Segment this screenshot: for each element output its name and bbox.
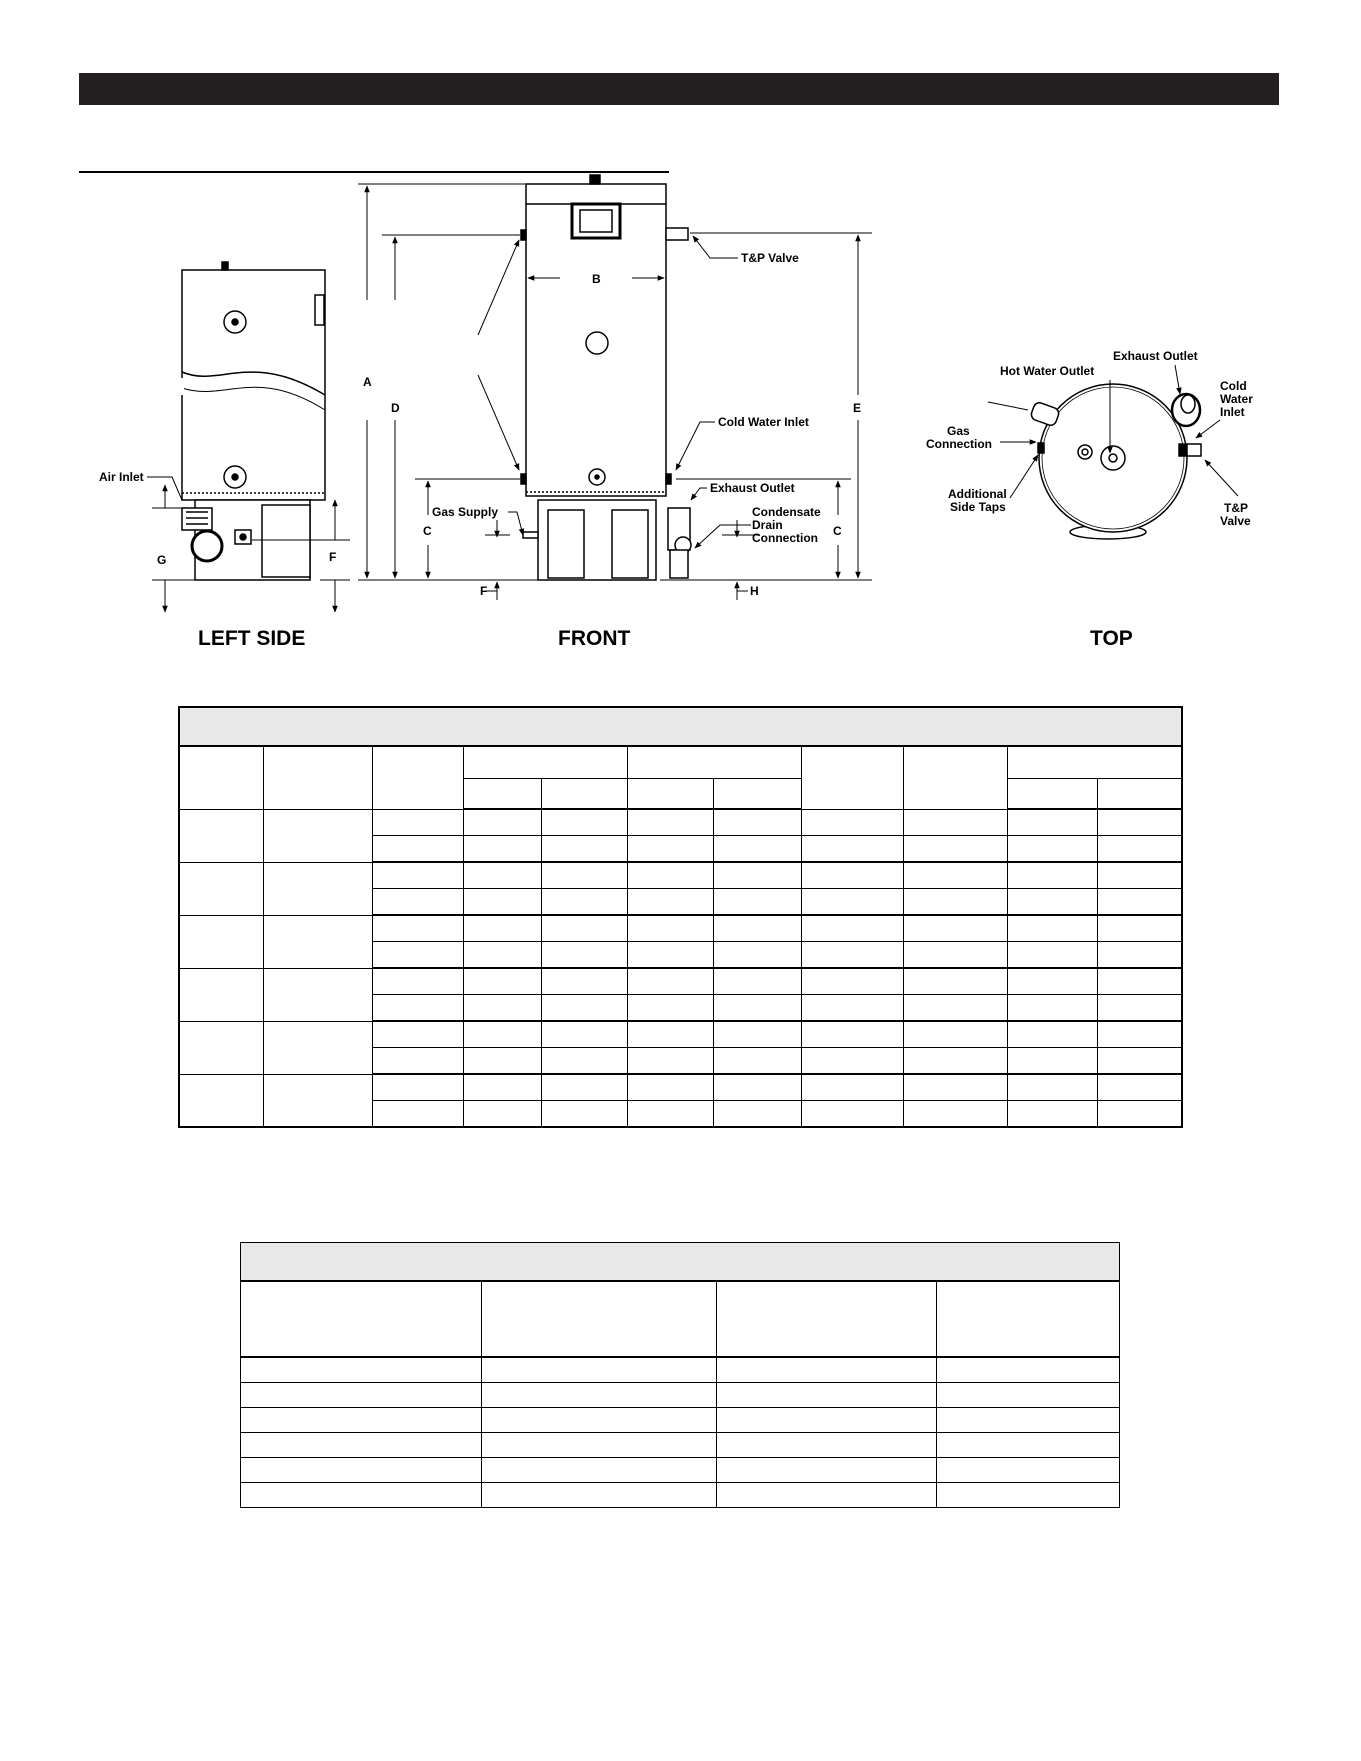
label-tp-valve: T&P Valve <box>741 251 799 265</box>
label-exhaust-outlet: Exhaust Outlet <box>710 481 795 495</box>
table-row <box>241 1433 1120 1458</box>
label-condensate: Condensate <box>752 505 821 519</box>
view-title-top: TOP <box>1090 627 1133 650</box>
view-title-front: FRONT <box>558 627 631 650</box>
table-header-cell <box>802 746 904 809</box>
label-dim-h: H <box>750 584 759 598</box>
left-side-view <box>182 262 350 580</box>
label-dim-e: E <box>853 401 862 415</box>
table-header-cell <box>541 779 627 810</box>
dimensions-table <box>178 706 1183 1128</box>
view-title-left-side: LEFT SIDE <box>198 627 306 650</box>
table-header-cell <box>264 746 373 809</box>
label-top-inlet: Inlet <box>1220 405 1245 419</box>
label-top-water: Water <box>1220 392 1253 406</box>
dimensions-table-title-bar <box>179 707 1182 746</box>
label-dim-c-front: C <box>423 524 432 538</box>
table-header-cell <box>937 1281 1120 1357</box>
table-row <box>179 1074 1182 1101</box>
table-header-cell <box>627 746 802 779</box>
label-dim-d: D <box>391 401 400 415</box>
secondary-table-title-bar <box>241 1243 1120 1282</box>
table-row <box>241 1483 1120 1508</box>
table-header-cell <box>463 779 541 810</box>
table-row <box>179 915 1182 942</box>
table-row <box>179 1021 1182 1048</box>
table-header-cell <box>241 1281 482 1357</box>
label-top-gas: Gas <box>947 424 970 438</box>
label-dim-a: A <box>363 375 372 389</box>
table-row <box>179 968 1182 995</box>
label-gas-supply: Gas Supply <box>432 505 499 519</box>
table-header-cell <box>481 1281 717 1357</box>
table-header-cell <box>1097 779 1182 810</box>
label-top-hot-water-outlet: Hot Water Outlet <box>1000 364 1095 378</box>
table-header-cell <box>714 779 802 810</box>
label-dim-b: B <box>592 272 601 286</box>
table-header-cell <box>1007 746 1182 779</box>
label-top-exhaust-outlet: Exhaust Outlet <box>1113 349 1198 363</box>
table-header-cell <box>717 1281 937 1357</box>
label-top-valve: Valve <box>1220 514 1251 528</box>
table-row <box>179 809 1182 836</box>
table-row <box>241 1383 1120 1408</box>
label-top-gas-connection: Connection <box>926 437 992 451</box>
table-row <box>179 862 1182 889</box>
label-top-side-taps: Side Taps <box>950 500 1006 514</box>
table-header-cell <box>627 779 714 810</box>
label-top-cold: Cold <box>1220 379 1247 393</box>
front-view <box>521 175 691 580</box>
label-drain: Drain <box>752 518 783 532</box>
table-header-cell <box>373 746 464 809</box>
table-row <box>241 1357 1120 1383</box>
table-header-cell <box>179 746 264 809</box>
label-dim-f-front: F <box>480 584 488 598</box>
label-dim-c-right: C <box>833 524 842 538</box>
label-dim-g: G <box>157 553 167 567</box>
table-header-cell <box>463 746 627 779</box>
dimension-drawing <box>0 0 1361 660</box>
secondary-table <box>240 1242 1120 1508</box>
table-row <box>241 1458 1120 1483</box>
top-view <box>1030 384 1201 539</box>
label-top-additional: Additional <box>948 487 1007 501</box>
label-air-inlet: Air Inlet <box>99 470 144 484</box>
label-top-tp: T&P <box>1224 501 1248 515</box>
label-dim-f-left: F <box>329 550 337 564</box>
table-row <box>241 1408 1120 1433</box>
label-connection: Connection <box>752 531 818 545</box>
label-cold-water-inlet: Cold Water Inlet <box>718 415 809 429</box>
table-header-cell <box>1007 779 1097 810</box>
table-header-cell <box>904 746 1008 809</box>
